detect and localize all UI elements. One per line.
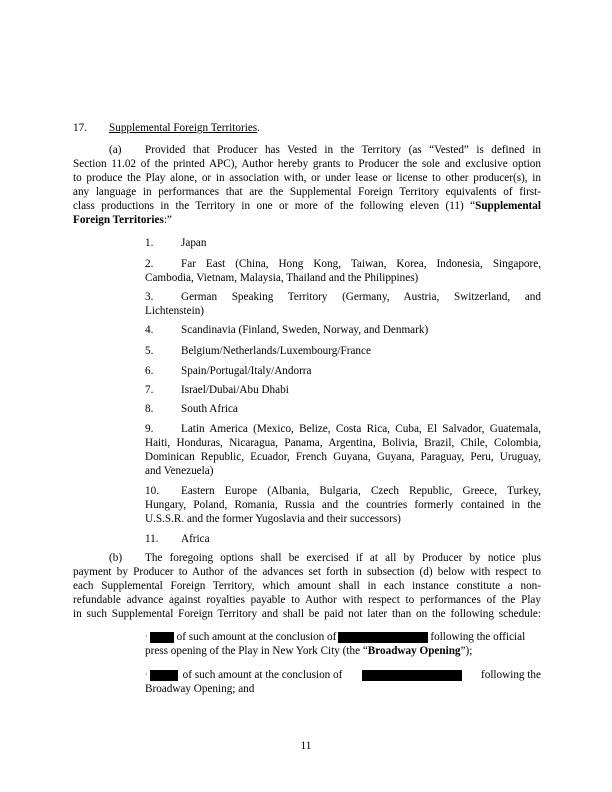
territory-number: 10. [145,485,159,497]
territory-item-11-line-1 [145,532,541,546]
territory-text: Haiti, Honduras, Nicaragua, Panama, Argentina, Bolivia, Brazil, Chile, Colombia, [145,437,541,449]
bullet: · [145,632,148,641]
territory-number: 7. [145,384,154,396]
para-b-line-3: each Supplemental Foreign Territory, which amount shall in each instance constitute a non- [73,580,541,592]
territory-text: Israel/Dubai/Abu Dhabi [181,384,289,396]
territory-text: German Speaking Territory (Germany, Austria, Switzerland, and [181,291,541,303]
territory-number: 6. [145,365,154,377]
territory-item-3-line-1 [145,290,541,304]
schedule-item-2-line-2: Broadway Opening; and [145,683,255,695]
territory-text: Latin America (Mexico, Belize, Costa Rica, Cuba, El Salvador, Guatemala, [181,423,541,435]
territory-text: Hungary, Poland, Romania, Russia and the countries formerly contained in the [145,499,541,511]
defined-term: Broadway Opening [367,645,461,657]
section-title-period: . [257,122,260,134]
territory-text: Dominican Republic, Ecuador, French Guyana, Guyana, Paraguay, Peru, Uruguay, [145,451,541,463]
territory-item-10-line-3 [145,512,541,526]
territory-item-9-line-2 [145,436,541,450]
para-b-line-5: in such Supplemental Foreign Territory and shall be paid not later than on the following schedule: [73,608,541,620]
territory-item-1-line-1 [145,236,541,250]
defined-term: Supplemental [475,200,541,212]
territory-item-9-line-4 [145,464,541,478]
territory-text: South Africa [181,403,238,415]
para-b-line-1: (b) The foregoing options shall be exercised if at all by Producer by notice plus [109,552,541,564]
section-title: Supplemental Foreign Territories [109,122,258,134]
territory-text: Belgium/Netherlands/Luxembourg/France [181,345,371,357]
territory-number: 9. [145,423,154,435]
territory-text: U.S.S.R. and the former Yugoslavia and their successors) [145,513,401,525]
territory-item-4-line-1 [145,323,541,337]
territory-text: Spain/Portugal/Italy/Andorra [181,365,312,377]
territory-item-5-line-1 [145,344,541,358]
page-number: 11 [300,740,312,752]
territory-number: 3. [145,291,154,303]
territory-item-8-line-1 [145,402,541,416]
territory-text: Japan [181,237,207,249]
territory-item-6-line-1 [145,364,541,378]
territory-item-10-line-2 [145,498,541,512]
schedule-item-2-line-1: · of such amount at the conclusion of following the [145,669,541,681]
para-b-label: (b) [109,552,123,564]
schedule-item-1-line-2: press opening of the Play in New York City (the “Broadway Opening”); [145,645,473,657]
territory-text: Africa [181,533,210,545]
para-a-line-5: class productions in the Territory in one or more of the following eleven (11) “Supplemental [73,200,541,212]
territory-item-10-line-1 [145,484,541,498]
para-a-line-3: to produce the Play alone, or in association with, or under lease or license to other producer(s), in [73,172,541,184]
territory-item-7-line-1 [145,383,541,397]
territory-item-9-line-1 [145,422,541,436]
para-b-line-2: payment by Producer to Author of the advances set forth in subsection (d) below with respect to [73,566,541,578]
territory-text: Scandinavia (Finland, Sweden, Norway, and Denmark) [181,324,429,336]
para-a-line-4: any language in performances that are the Supplemental Foreign Territory equivalents of first- [73,186,541,198]
territory-item-9-line-3 [145,450,541,464]
territory-text: Lichtenstein) [145,305,205,317]
schedule-item-1-line-1: · of such amount at the conclusion of following the official [145,631,526,643]
territory-text: Eastern Europe (Albania, Bulgaria, Czech Republic, Greece, Turkey, [181,485,541,497]
territory-text: Far East (China, Hong Kong, Taiwan, Korea, Indonesia, Singapore, [181,258,541,270]
territory-text: Cambodia, Vietnam, Malaysia, Thailand and the Philippines) [145,272,419,284]
redacted-block [362,670,462,681]
territory-number: 1. [145,237,154,249]
territory-item-3-line-2 [145,304,541,318]
defined-term: Foreign Territories [73,214,164,226]
territory-number: 2. [145,258,154,270]
bullet: · [145,670,148,679]
territory-number: 11. [145,533,159,545]
section-heading [73,121,260,135]
para-b-line-4: refundable advance against royalties payable to Author with respect to performances of the Play [73,594,541,606]
territory-item-2-line-1 [145,257,541,271]
redacted-block [338,632,428,643]
para-a-line-2: Section 11.02 of the printed APC), Author hereby grants to Producer the sole and exclusive option [73,158,541,170]
territory-number: 4. [145,324,154,336]
territory-number: 5. [145,345,154,357]
redacted-block [150,670,178,681]
territory-item-2-line-2 [145,271,541,285]
section-number: 17. [73,122,87,134]
para-a-line-6: Foreign Territories:” [73,214,172,226]
redacted-block [150,632,174,643]
para-a-line-1: (a) Provided that Producer has Vested in the Territory (as “Vested” is defined in [109,144,541,156]
territory-number: 8. [145,403,154,415]
para-a-label: (a) [109,144,122,156]
territory-text: and Venezuela) [145,465,214,477]
